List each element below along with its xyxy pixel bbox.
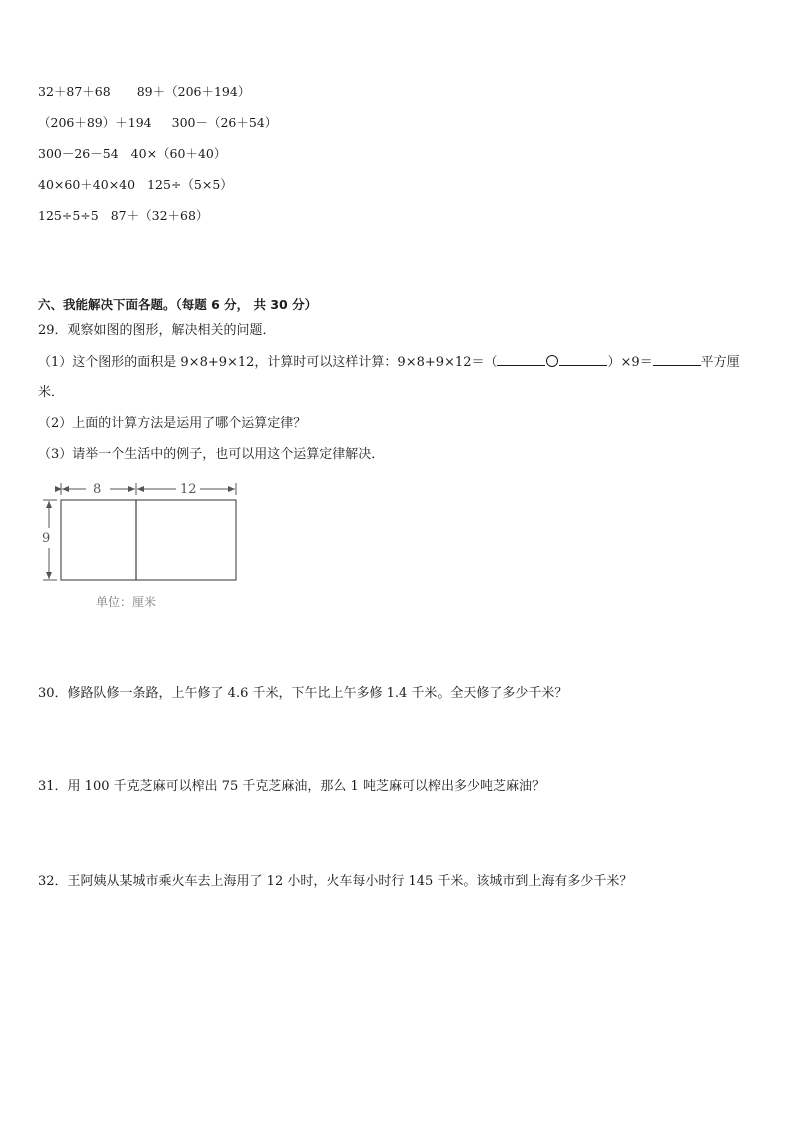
- calc-expression: 300－26－54: [38, 146, 119, 161]
- section-heading: 六、我能解决下面各题。（每题 6 分， 共 30 分）: [38, 297, 318, 312]
- q29-part1-text: 平方厘: [700, 355, 740, 370]
- calc-expression: 40×60＋40×40: [38, 177, 136, 192]
- q29-part1-text: ）×9＝: [607, 355, 653, 370]
- calc-expression: 300－（26＋54）: [171, 115, 278, 130]
- left-rectangle: [61, 500, 136, 580]
- calc-row-2: [38, 115, 277, 131]
- calc-row-5: [38, 208, 208, 224]
- answer-blank[interactable]: [497, 354, 545, 366]
- calc-expression: 125÷5÷5: [38, 208, 99, 223]
- calc-expression: 125÷（5×5）: [147, 177, 233, 192]
- calc-expression: 32＋87＋68: [38, 84, 111, 99]
- answer-blank[interactable]: [559, 354, 607, 366]
- q32-text: 32．王阿姨从某城市乘火车去上海用了 12 小时，火车每小时行 145 千米。该城市到上海有多少千米？: [38, 874, 633, 889]
- q29-part3: （3）请举一个生活中的例子，也可以用这个运算定律解决．: [38, 447, 385, 462]
- calc-expression: 87＋（32＋68）: [110, 208, 209, 223]
- q29-part1-continued: 米．: [38, 385, 65, 400]
- answer-blank[interactable]: [653, 354, 701, 366]
- width-label-left: 8: [93, 482, 102, 497]
- operator-circle[interactable]: [546, 355, 558, 367]
- q31-text: 31．用 100 千克芝麻可以榨出 75 千克芝麻油，那么 1 吨芝麻可以榨出多少吨芝麻油？: [38, 779, 545, 794]
- rectangle-figure: [38, 478, 248, 622]
- height-label: 9: [42, 531, 51, 546]
- calc-expression: （206＋89）＋194: [38, 115, 152, 130]
- unit-label: 单位：厘米: [96, 595, 157, 609]
- width-label-right: 12: [180, 482, 197, 497]
- q29-part2: （2）上面的计算方法是运用了哪个运算定律？: [38, 416, 307, 431]
- q30-text: 30．修路队修一条路，上午修了 4.6 千米，下午比上午多修 1.4 千米。全天修了多少千米？: [38, 686, 568, 701]
- calc-row-3: [38, 146, 226, 162]
- calc-expression: 89＋（206＋194）: [136, 84, 251, 99]
- calc-expression: 40×（60＋40）: [130, 146, 227, 161]
- q29-part1-text: （1）这个图形的面积是 9×8+9×12，计算时可以这样计算：9×8+9×12＝（: [38, 355, 498, 370]
- calc-row-1: [38, 84, 250, 100]
- rectangle-diagram: [38, 478, 248, 618]
- q29-part1: [38, 354, 740, 371]
- calc-row-4: [38, 177, 233, 193]
- right-rectangle: [136, 500, 236, 580]
- q29-stem: 29．观察如图的图形，解决相关的问题．: [38, 323, 276, 338]
